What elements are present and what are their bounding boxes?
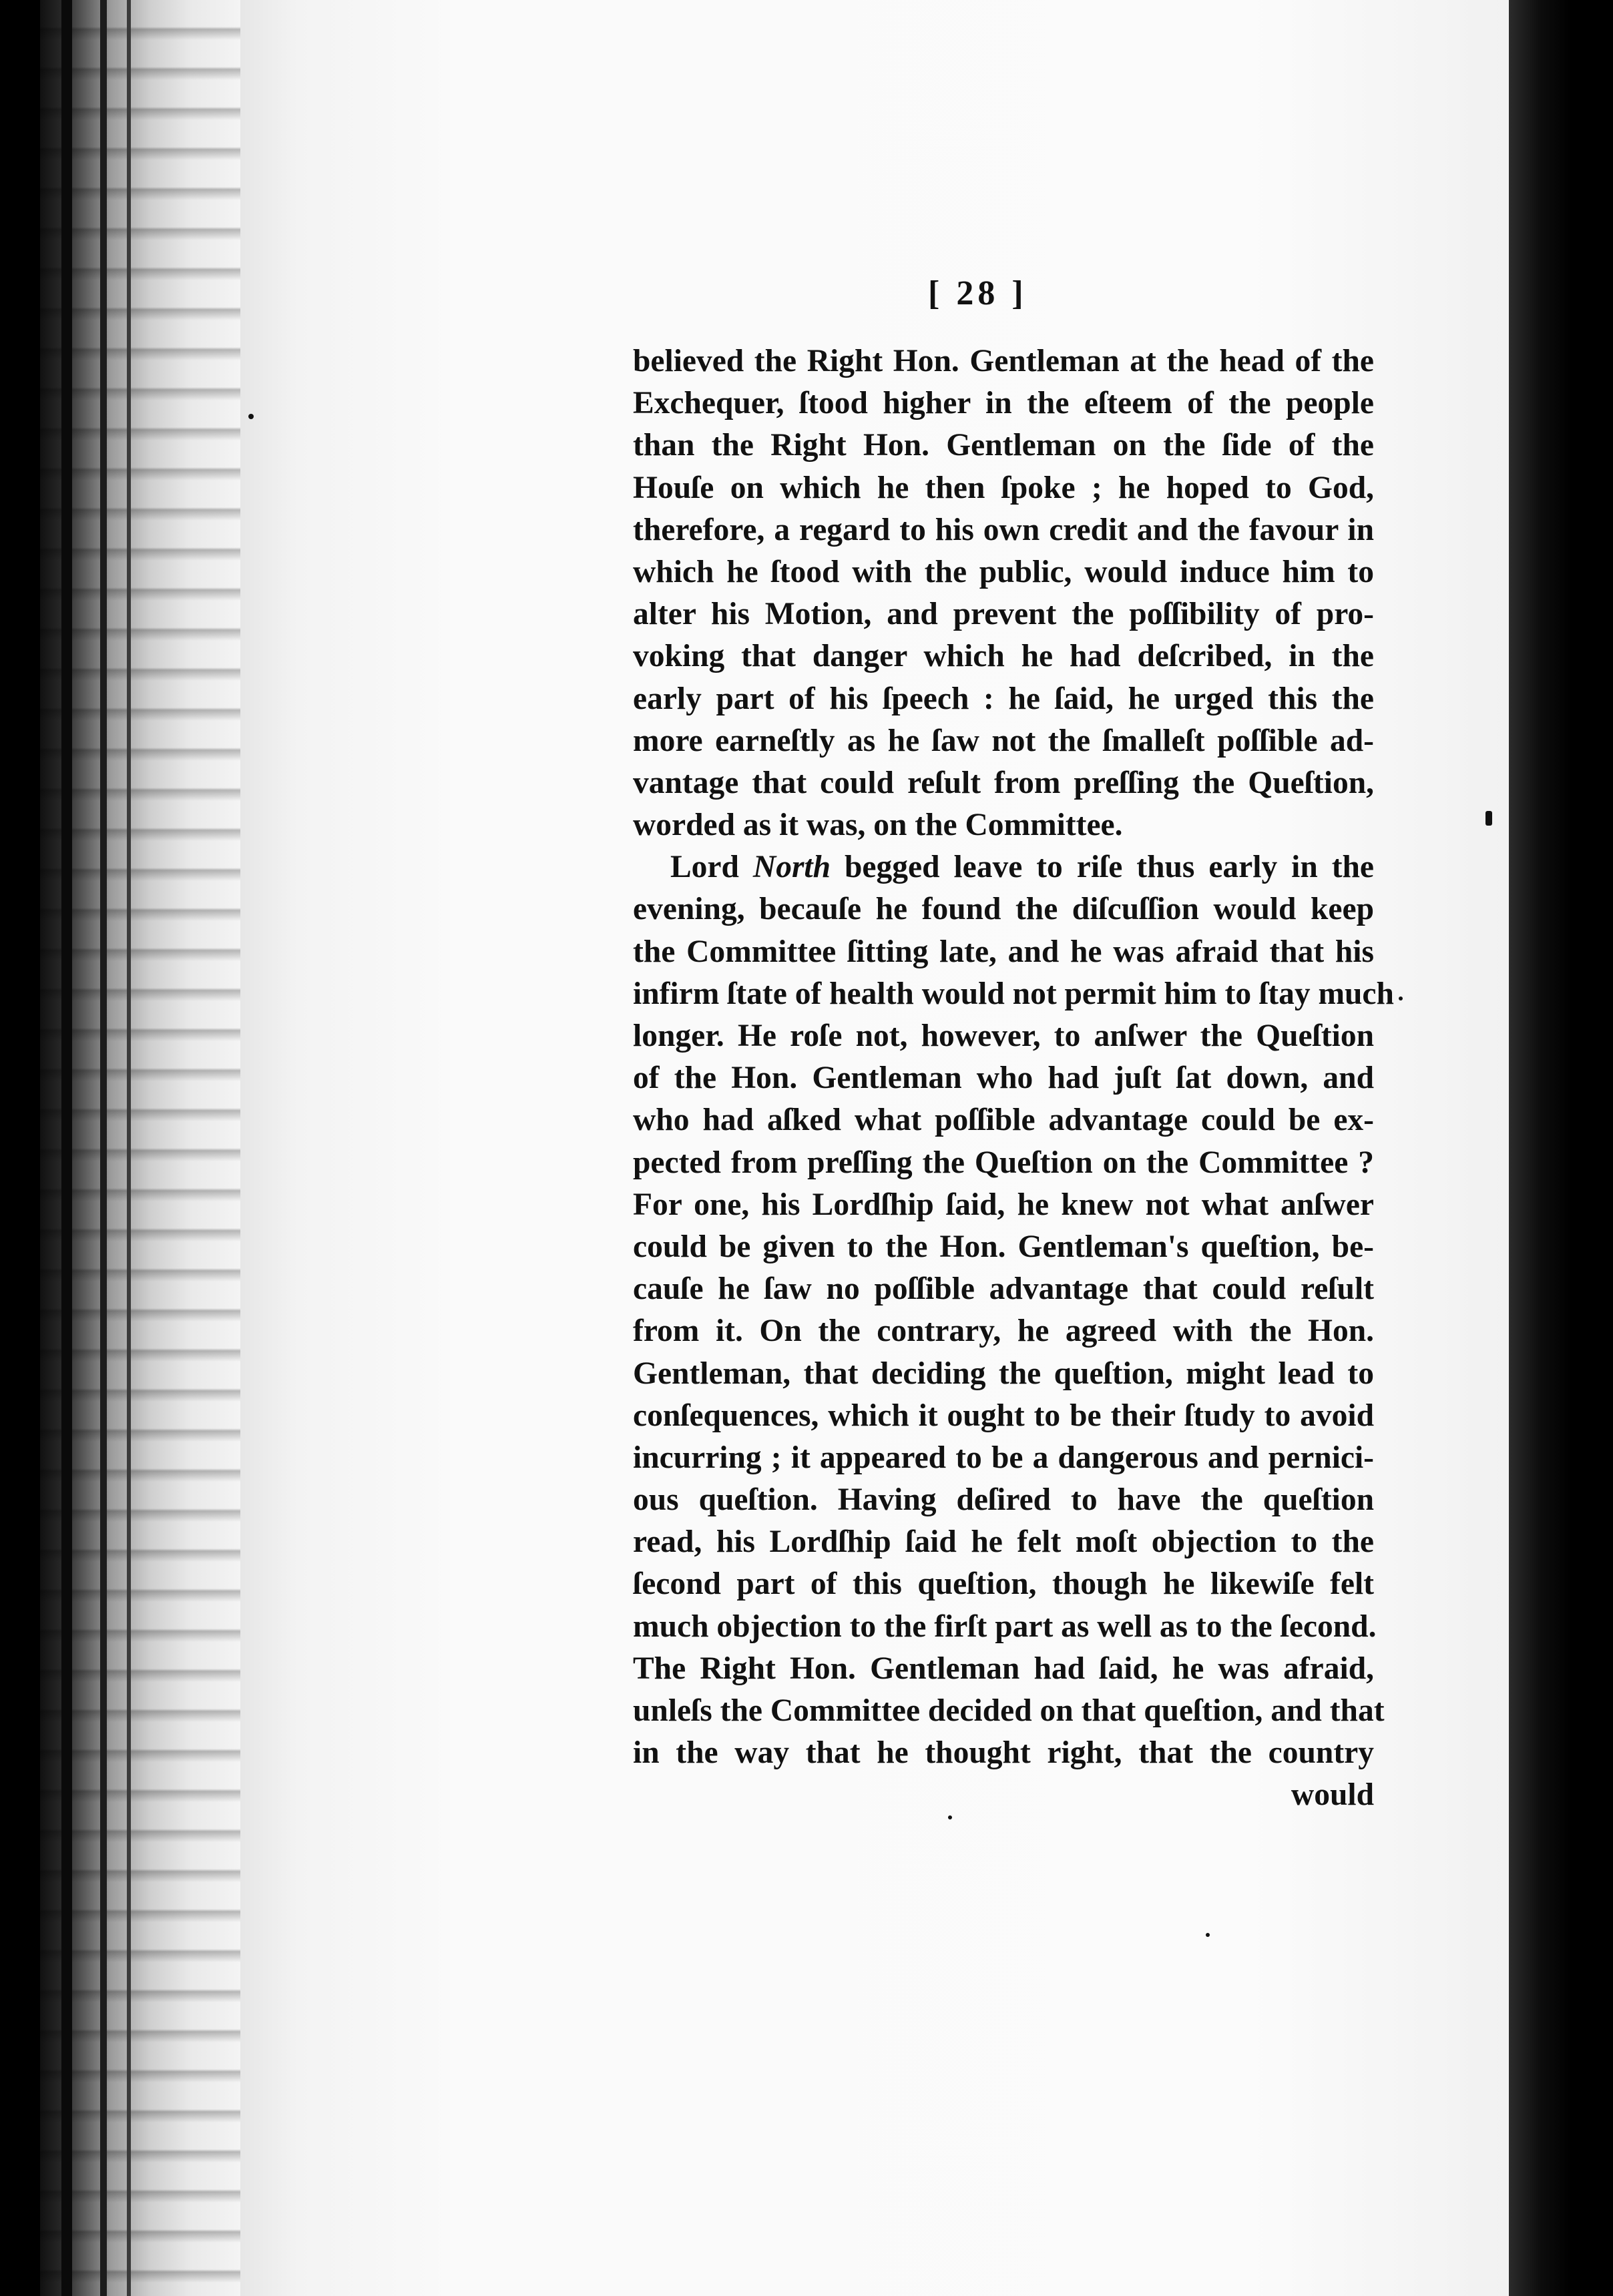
binding-streak: [61, 0, 72, 2296]
binding-streak: [100, 0, 107, 2296]
text-line: longer. He roſe not, however, to anſwer the Queſtion: [633, 1019, 1374, 1053]
text-line: than the Right Hon. Gentleman on the ſide of the: [633, 428, 1374, 463]
text-line: voking that danger which he had deſcribed, in the: [633, 639, 1374, 674]
text-line: cauſe he ſaw no poſſible advantage that could reſult: [633, 1271, 1374, 1307]
text-line: therefore, a regard to his own credit and the favour in: [633, 512, 1374, 547]
text-line: Houſe on which he then ſpoke ; he hoped to God,: [633, 470, 1374, 505]
text-line: believed the Right Hon. Gentleman at the head of the: [633, 344, 1374, 378]
text-line: infirm ſtate of health would not permit him to ſtay much: [633, 976, 1394, 1011]
text-line-rest: begged leave to riſe thus early in the: [845, 850, 1375, 885]
speaker-name: North: [752, 850, 831, 885]
text-line: pected from preſſing the Queſtion on the Committee ?: [633, 1145, 1374, 1180]
paragraph-lead: Lord: [670, 850, 739, 885]
paragraph-opening-line: [633, 846, 1374, 888]
text-line: could be given to the Hon. Gentleman's queſtion, be-: [633, 1229, 1374, 1264]
page-number-header: [ 28 ]: [928, 274, 1027, 312]
ink-speck: [1485, 811, 1492, 826]
text-line: read, his Lordſhip ſaid he felt moſt objection to the: [633, 1524, 1374, 1560]
text-line: in the way that he thought right, that the country: [633, 1735, 1374, 1771]
text-line: ous queſtion. Having deſired to have the queſtion: [633, 1482, 1374, 1518]
text-line: which he ſtood with the public, would induce him to: [633, 554, 1374, 589]
text-line: from it. On the contrary, he agreed with the Hon.: [633, 1314, 1374, 1349]
binding-streak: [127, 0, 131, 2296]
ink-speck: [1206, 1933, 1210, 1937]
text-line: conſequences, which it ought to be their ſtudy to avoid: [633, 1398, 1374, 1433]
text-line: vantage that could reſult from preſſing the Queſtion,: [633, 765, 1374, 800]
text-line: Exchequer, ſtood higher in the eſteem of the people: [633, 386, 1374, 421]
ink-speck: [248, 414, 254, 419]
text-line: unleſs the Committee decided on that queſtion, and that: [633, 1693, 1385, 1728]
text-line: much objection to the firſt part as well as to the ſecond.: [633, 1609, 1377, 1644]
text-line: of the Hon. Gentleman who had juſt ſat down, and: [633, 1061, 1374, 1096]
text-line: The Right Hon. Gentleman had ſaid, he was afraid,: [633, 1651, 1374, 1686]
text-line: Gentleman, that deciding the queſtion, might lead to: [633, 1356, 1374, 1391]
ink-speck: [1399, 996, 1403, 1000]
text-line: incurring ; it appeared to be a dangerous and pernici-: [633, 1440, 1374, 1475]
text-line: For one, his Lordſhip ſaid, he knew not what anſwer: [633, 1187, 1374, 1222]
text-line: evening, becauſe he found the diſcuſſion would keep: [633, 892, 1374, 927]
text-line: more earneſtly as he ſaw not the ſmalleſt poſſible ad-: [633, 723, 1374, 758]
text-line: the Committee ſitting late, and he was afraid that his: [633, 934, 1374, 969]
text-line: early part of his ſpeech : he ſaid, he urged this the: [633, 681, 1374, 716]
text-line: worded as it was, on the Committee.: [633, 808, 1123, 843]
text-line: alter his Motion, and prevent the poſſibility of pro-: [633, 597, 1374, 632]
catchword: would: [1291, 1777, 1374, 1813]
text-line: who had aſked what poſſible advantage could be ex-: [633, 1103, 1374, 1138]
body-text: [633, 340, 1394, 1817]
text-line: ſecond part of this queſtion, though he likewiſe felt: [633, 1566, 1374, 1602]
right-scan-border: [1509, 0, 1613, 2296]
